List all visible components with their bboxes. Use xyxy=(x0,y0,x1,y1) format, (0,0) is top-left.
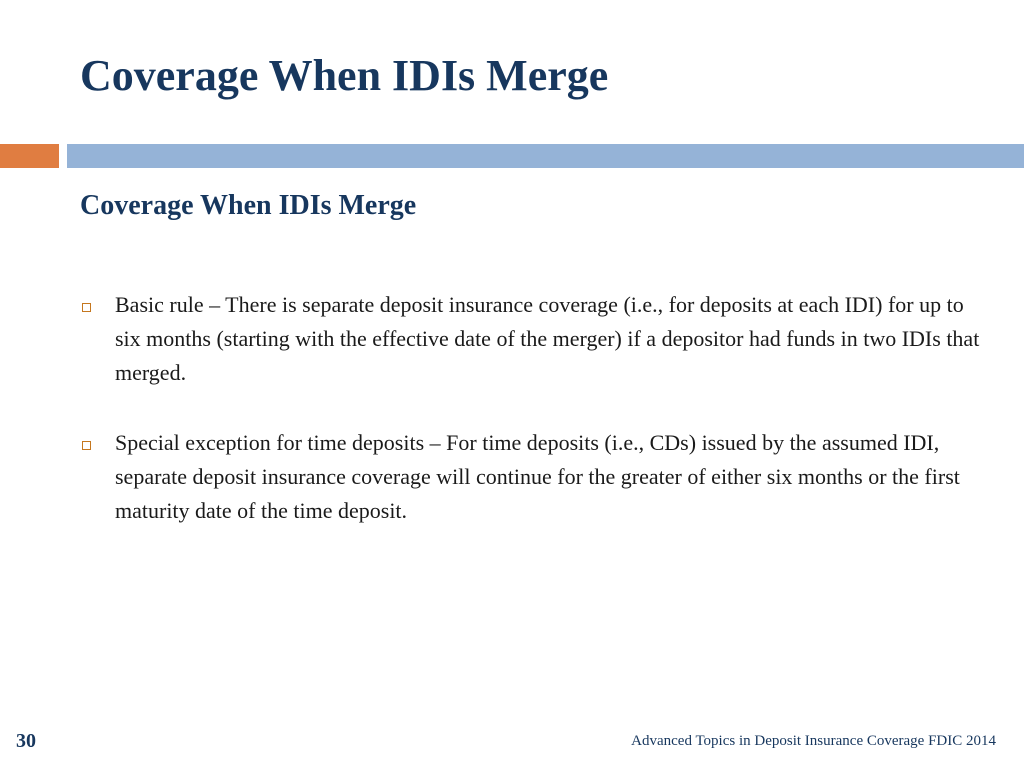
slide-footer xyxy=(0,728,1024,768)
bullet-list xyxy=(80,288,980,564)
hollow-square-bullet-icon xyxy=(82,441,91,450)
section-subheading: Coverage When IDIs Merge xyxy=(80,190,417,221)
bullet-text: Basic rule – There is separate deposit insurance coverage (i.e., for deposits at each IDI) for up to six months (starting with the effective date of the merger) if a depositor had funds in two IDIs that merged. xyxy=(115,292,980,385)
title-divider xyxy=(0,144,1024,168)
divider-blue-bar xyxy=(67,144,1024,168)
bullet-text: Special exception for time deposits – For time deposits (i.e., CDs) issued by the assumed IDI, separate deposit insurance coverage will continue for the greater of either six months or the first maturity date of the time deposit. xyxy=(115,430,960,523)
bullet-item-basic-rule xyxy=(80,288,980,390)
divider-orange-block xyxy=(0,144,59,168)
hollow-square-bullet-icon xyxy=(82,303,91,312)
slide-title: Coverage When IDIs Merge xyxy=(80,51,609,100)
page-number: 30 xyxy=(16,730,36,752)
bullet-item-time-deposit-exception xyxy=(80,426,980,528)
footer-text: Advanced Topics in Deposit Insurance Coverage FDIC 2014 xyxy=(631,733,996,749)
